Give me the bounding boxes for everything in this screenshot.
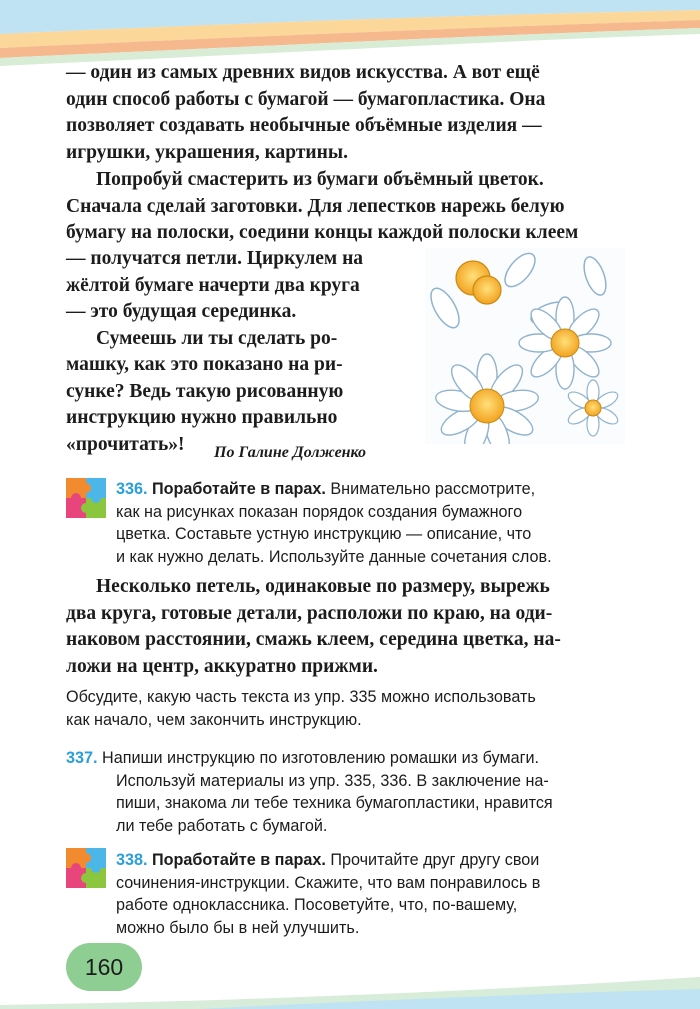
intro-line: один способ работы с бумагой — бумагопластика. Она	[66, 88, 546, 110]
exercise-line: работе одноклассника. Посоветуйте, что, по-вашему,	[116, 896, 518, 914]
left-line: — получатся петли. Циркулем на	[66, 248, 364, 269]
exercise-line: и как нужно делать. Используйте данные сочетания слов.	[116, 547, 552, 566]
exercise-number: 337.	[66, 749, 98, 767]
discuss-paragraph	[66, 686, 646, 731]
left-line: — это будущая серединка.	[66, 301, 297, 322]
combo-line: Несколько петель, одинаковые по размеру, вырежь	[96, 576, 550, 597]
exercise-338	[116, 849, 644, 939]
question-line: Сумеешь ли ты сделать ро-	[96, 327, 338, 349]
question-line: «прочитать»!	[66, 433, 185, 455]
left-column-text	[66, 246, 412, 458]
discuss-line: Обсудите, какую часть текста из упр. 335 можно использовать	[66, 688, 536, 706]
instruction-line: Сначала сделай заготовки. Для лепестков нарежь белую	[66, 195, 565, 217]
exercise-line: Прочитайте друг другу свои	[330, 851, 540, 869]
combo-line: два круга, готовые детали, расположи по краю, на оди-	[66, 602, 553, 624]
discuss-line: как начало, чем закончить инструкцию.	[66, 710, 362, 729]
question-line: сунке? Ведь такую рисованную	[66, 380, 344, 402]
word-combinations	[66, 574, 644, 680]
exercise-title: Поработайте в парах.	[152, 851, 326, 869]
page-number: 160	[84, 953, 124, 980]
daisy-illustration	[425, 248, 625, 444]
instruction-line: бумагу на полоски, соедини концы каждой полоски клеем	[66, 222, 579, 243]
exercise-title: Поработайте в парах.	[152, 480, 326, 498]
intro-line: игрушки, украшения, картины.	[66, 141, 349, 163]
puzzle-icon	[64, 846, 108, 890]
exercise-line: ли тебе работать с бумагой.	[116, 816, 328, 835]
exercise-line: пиши, знакома ли тебе техника бумагопластики, нравится	[116, 794, 553, 812]
exercise-number: 336.	[116, 480, 148, 498]
author-signature: По Галине Долженко	[214, 444, 367, 461]
exercise-line: сочинения-инструкции. Скажите, что вам понравилось в	[116, 873, 541, 892]
exercise-336	[116, 478, 644, 568]
exercise-line: Используй материалы из упр. 335, 336. В заключение на-	[116, 771, 549, 790]
exercise-line: как на рисунках показан порядок создания бумажного	[116, 502, 523, 521]
intro-line: — один из самых древних видов искусства. А вот ещё	[66, 62, 540, 83]
page-number-badge	[66, 943, 142, 991]
intro-paragraph	[66, 60, 639, 166]
intro-line: позволяет создавать необычные объёмные изделия —	[66, 115, 542, 136]
exercise-line: можно было бы в ней улучшить.	[116, 918, 360, 937]
exercise-number: 338.	[116, 851, 148, 869]
combo-line: наковом расстоянии, смажь клеем, середина цветка, на-	[66, 629, 561, 650]
combo-line: ложи на центр, аккуратно прижми.	[66, 655, 378, 677]
puzzle-icon	[64, 476, 108, 520]
question-line: инструкцию нужно правильно	[66, 407, 338, 428]
exercise-line: цветка. Составьте устную инструкцию — описание, что	[116, 525, 532, 543]
exercise-line: Напиши инструкцию по изготовлению ромашки из бумаги.	[102, 749, 540, 767]
instruction-paragraph	[66, 167, 639, 247]
instruction-line: Попробуй смастерить из бумаги объёмный цветок.	[96, 169, 544, 190]
question-line: машку, как это показано на ри-	[66, 354, 343, 375]
exercise-337	[66, 747, 646, 837]
exercise-line: Внимательно рассмотрите,	[330, 480, 536, 498]
left-line: жёлтой бумаге начерти два круга	[66, 274, 360, 296]
